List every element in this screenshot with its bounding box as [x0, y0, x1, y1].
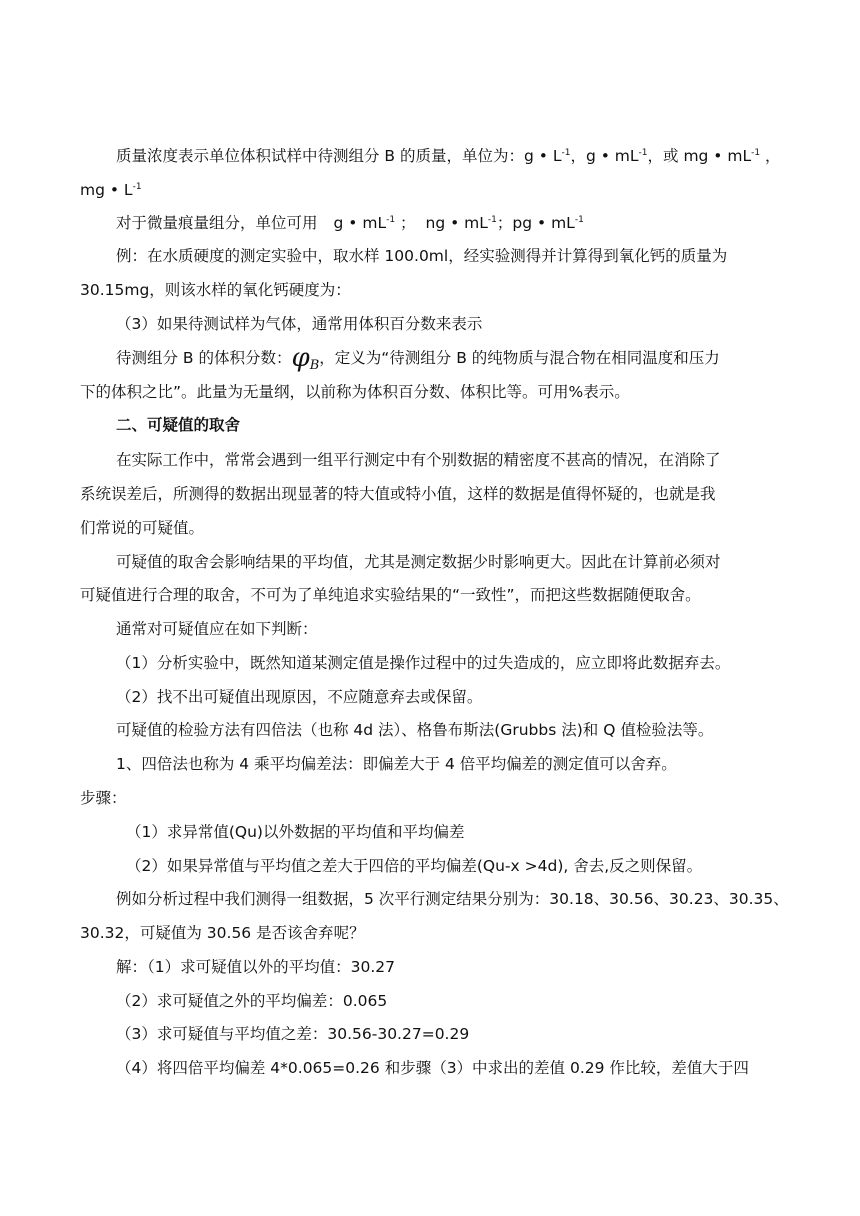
paragraph-step-1: （1）求异常值(Qu)以外数据的平均值和平均偏差: [126, 823, 465, 841]
text: ，: [760, 147, 781, 165]
paragraph-volume-fraction: [116, 343, 720, 373]
paragraph-gas-sample: （3）如果待测试样为气体，通常用体积百分数来表示: [116, 315, 483, 333]
superscript: -1: [386, 215, 396, 225]
paragraph-practice-line-2: 系统误差后，所测得的数据出现显著的特大值或特小值，这样的数据是值得怀疑的，也就是我: [80, 485, 716, 503]
text: ，定义为“待测组分 B 的纯物质与混合物在相同温度和压力: [319, 349, 720, 367]
superscript: -1: [751, 148, 761, 158]
paragraph-judgement: 通常对可疑值应在如下判断：: [116, 620, 318, 638]
subscript: B: [309, 358, 320, 373]
text: 质量浓度表示单位体积试样中待测组分 B 的质量，单位为：g • L: [116, 147, 562, 165]
paragraph-example-line-1: 例：在水质硬度的测定实验中，取水样 100.0ml，经实验测得并计算得到氧化钙的质量为: [116, 247, 728, 265]
paragraph-solution-1: 解：（1）求可疑值以外的平均值：30.27: [116, 958, 395, 976]
paragraph-data-example-line-2: 30.32，可疑值为 30.56 是否该舍弃呢？: [80, 924, 365, 942]
text: 待测组分 B 的体积分数：: [116, 349, 292, 367]
phi-symbol: φ: [291, 343, 310, 373]
paragraph-test-methods: 可疑值的检验方法有四倍法（也称 4d 法）、格鲁布斯法(Grubbs 法)和 Q 值检验法等。: [116, 721, 714, 739]
paragraph-rejection-line-1: 可疑值的取舍会影响结果的平均值，尤其是测定数据少时影响更大。因此在计算前必须对: [116, 553, 721, 571]
text: ，g • mL: [570, 147, 639, 165]
superscript: -1: [638, 148, 648, 158]
paragraph-example-line-2: 30.15mg，则该水样的氧化钙硬度为：: [80, 281, 351, 299]
section-heading: 二、可疑值的取舍: [116, 416, 241, 434]
paragraph-rejection-line-2: 可疑值进行合理的取舍，不可为了单纯追求实验结果的“一致性”，而把这些数据随便取舍。: [80, 586, 701, 604]
superscript: -1: [561, 148, 571, 158]
text: 对于微量痕量组分，单位可用: [116, 214, 318, 232]
text: ；: [395, 214, 416, 232]
text: ；pg • mL: [496, 214, 575, 232]
paragraph-practice-line-1: 在实际工作中，常常会遇到一组平行测定中有个别数据的精密度不甚高的情况，在消除了: [116, 451, 721, 469]
paragraph-solution-3: （3）求可疑值与平均值之差：30.56-30.27=0.29: [116, 1025, 470, 1043]
text: g • mL: [333, 214, 387, 232]
paragraph-trace-units: [116, 213, 584, 233]
paragraph-volume-fraction-cont: 下的体积之比”。此量为无量纲，以前称为体积百分数、体积比等。可用%表示。: [80, 383, 630, 401]
superscript: -1: [132, 182, 142, 192]
text: ng • mL: [425, 214, 488, 232]
paragraph-solution-2: （2）求可疑值之外的平均偏差：0.065: [116, 992, 388, 1010]
paragraph-mass-concentration-cont: [80, 180, 142, 200]
paragraph-steps-label: 步骤：: [80, 789, 127, 807]
paragraph-rule-2: （2）找不出可疑值出现原因，不应随意弃去或保留。: [116, 688, 483, 706]
paragraph-solution-4: （4）将四倍平均偏差 4*0.065=0.26 和步骤（3）中求出的差值 0.29 作比较，差值大于四: [116, 1059, 749, 1077]
superscript: -1: [574, 215, 584, 225]
paragraph-mass-concentration: [116, 146, 781, 166]
paragraph-four-d-method: 1、四倍法也称为 4 乘平均偏差法：即偏差大于 4 倍平均偏差的测定值可以舍弃。: [116, 755, 677, 773]
paragraph-data-example-line-1: 例如分析过程中我们测得一组数据，5 次平行测定结果分别为：30.18、30.56、30.23、30.35、: [116, 890, 789, 908]
text: mg • L: [80, 181, 133, 199]
paragraph-rule-1: （1）分析实验中，既然知道某测定值是操作过程中的过失造成的，应立即将此数据弃去。: [116, 654, 731, 672]
paragraph-step-2: （2）如果异常值与平均值之差大于四倍的平均偏差(Qu-x >4d), 舍去,反之则保留。: [126, 857, 703, 875]
text: ，或 mg • mL: [647, 147, 752, 165]
paragraph-practice-line-3: 们常说的可疑值。: [80, 519, 205, 537]
superscript: -1: [487, 215, 497, 225]
